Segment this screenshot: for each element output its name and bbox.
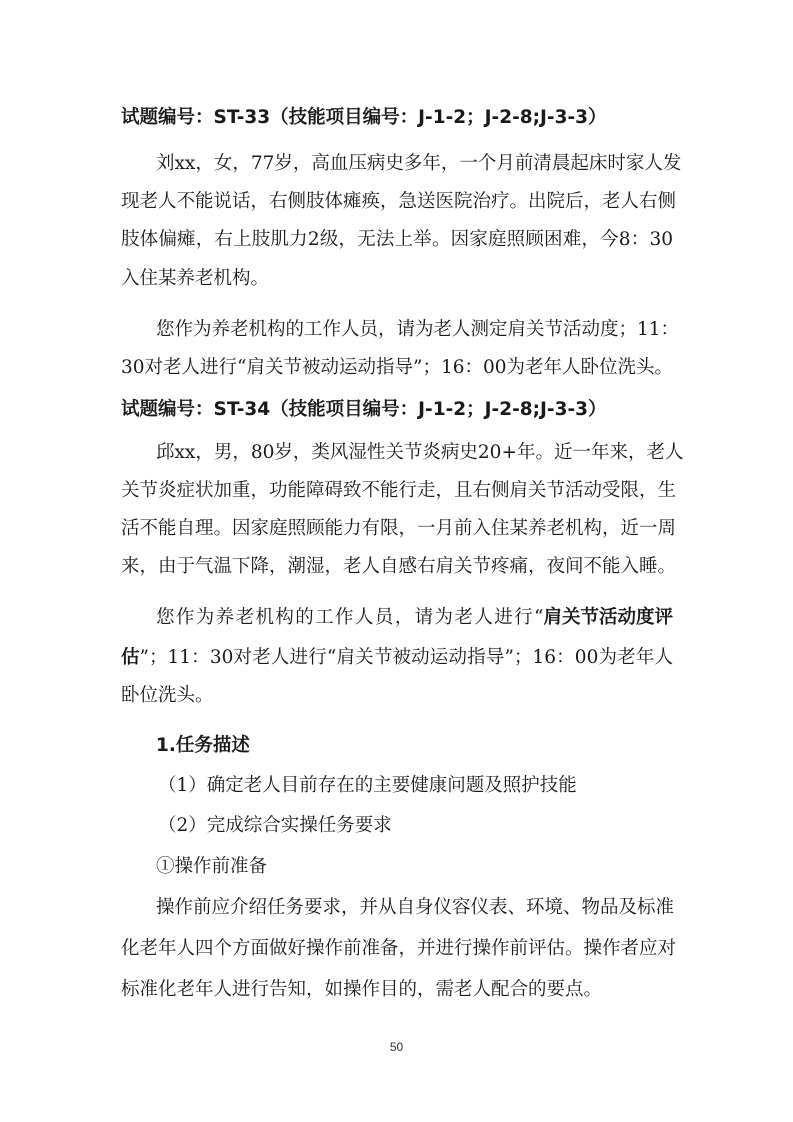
paragraph-line: 入住某养老机构。 <box>121 268 270 289</box>
bold-text-run: 肩关节活动度评 <box>543 607 673 628</box>
paragraph-line: 邱xx，男，80岁，类风湿性关节炎病史20+年。近一年来，老人 <box>156 442 684 463</box>
paragraph-line <box>121 646 673 670</box>
paragraph-line: 卧位洗头。 <box>121 685 214 706</box>
paragraph-line: 标准化老年人进行告知，如操作目的，需老人配合的要点。 <box>121 979 603 1000</box>
question-heading-st33: 试题编号：ST-33（技能项目编号：J-1-2；J-2-8;J-3-3） <box>121 107 607 128</box>
paragraph-line: 活不能自理。因家庭照顾能力有限，一月前入住某养老机构，近一周 <box>121 518 677 539</box>
paragraph-line: 化老年人四个方面做好操作前准备，并进行操作前评估。操作者应对 <box>121 938 677 959</box>
paragraph-line: 肢体偏瘫，右上肢肌力2级，无法上举。因家庭照顾困难，今8：30 <box>121 229 673 250</box>
text-run: ”；11：30对老人进行“肩关节被动运动指导”；16：00为老年人 <box>139 647 673 668</box>
paragraph-line <box>156 606 673 630</box>
paragraph-line: 来，由于气温下降，潮湿，老人自感右肩关节疼痛，夜间不能入睡。 <box>121 556 677 577</box>
paragraph-line: 刘xx，女，77岁，高血压病史多年，一个月前清晨起床时家人发 <box>156 153 682 174</box>
paragraph-line: 您作为养老机构的工作人员，请为老人测定肩关节活动度；11： <box>156 319 680 340</box>
question-heading-st34: 试题编号：ST-34（技能项目编号：J-1-2；J-2-8;J-3-3） <box>121 399 607 420</box>
section-heading: 1.任务描述 <box>156 735 250 756</box>
paragraph-line: 现老人不能说话，右侧肢体瘫痪，急送医院治疗。出院后，老人右侧 <box>121 191 677 212</box>
bold-text-run: 估 <box>121 647 140 668</box>
paragraph-line: 操作前应介绍任务要求，并从自身仪容仪表、环境、物品及标准 <box>156 897 675 918</box>
page-number: 50 <box>389 1040 404 1054</box>
list-item: （1）确定老人目前存在的主要健康问题及照护技能 <box>158 775 577 796</box>
subheading: ①操作前准备 <box>156 856 268 877</box>
paragraph-line: 关节炎症状加重，功能障碍致不能行走，且右侧肩关节活动受限，生 <box>121 480 677 501</box>
paragraph-line: 30对老人进行“肩关节被动运动指导”；16：00为老年人卧位洗头。 <box>121 357 674 378</box>
list-item: （2）完成综合实操任务要求 <box>158 815 392 836</box>
text-run: 您作为养老机构的工作人员，请为老人进行“ <box>156 607 544 628</box>
